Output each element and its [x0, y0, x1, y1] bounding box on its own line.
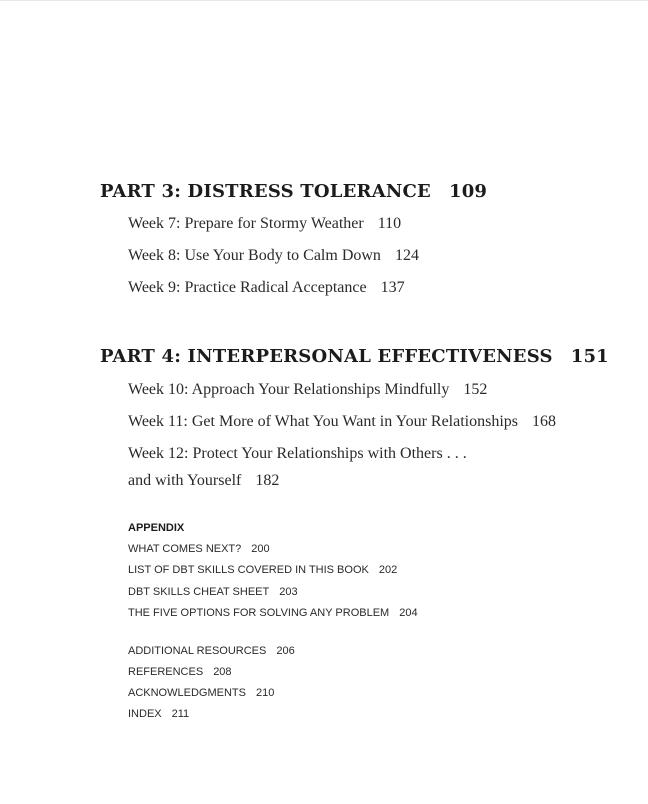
backmatter-item-index[interactable] — [128, 708, 189, 720]
item-label: THE FIVE OPTIONS FOR SOLVING ANY PROBLEM — [128, 607, 390, 619]
part3-heading[interactable] — [100, 181, 487, 202]
toc-entry-week11[interactable] — [128, 413, 556, 431]
backmatter-item-acknowledgments[interactable] — [128, 687, 274, 699]
item-page: 210 — [255, 687, 275, 699]
toc-entry-week12[interactable] — [128, 445, 467, 463]
appendix-item-dbt-skills-list[interactable] — [128, 564, 397, 576]
entry-page: 168 — [532, 413, 556, 430]
item-page: 202 — [378, 564, 398, 576]
part4-heading[interactable] — [100, 346, 609, 367]
item-label: DBT SKILLS CHEAT SHEET — [128, 586, 270, 598]
backmatter-item-additional-resources[interactable] — [128, 645, 295, 657]
entry-label: Week 8: Use Your Body to Calm Down — [128, 247, 381, 264]
top-divider — [0, 0, 648, 1]
entry-label: Week 11: Get More of What You Want in Your Relationships — [128, 413, 518, 430]
item-page: 211 — [171, 708, 190, 720]
item-label: INDEX — [128, 708, 162, 720]
entry-page: 124 — [394, 247, 419, 264]
appendix-item-what-comes-next[interactable] — [128, 543, 270, 555]
part4-page: 151 — [570, 346, 609, 367]
item-page: 208 — [213, 666, 232, 678]
entry-label: Week 12: Protect Your Relationships with Others . . . — [128, 445, 467, 462]
item-page: 206 — [276, 645, 295, 657]
item-label: ACKNOWLEDGMENTS — [128, 687, 246, 699]
entry-label-continued: and with Yourself — [128, 472, 242, 489]
part3-title: PART 3: DISTRESS TOLERANCE — [100, 181, 431, 202]
entry-label: Week 10: Approach Your Relationships Mindfully — [128, 381, 450, 398]
item-label: ADDITIONAL RESOURCES — [128, 645, 267, 657]
part4-title: PART 4: INTERPERSONAL EFFECTIVENESS — [100, 346, 553, 367]
entry-label: Week 9: Practice Radical Acceptance — [128, 279, 367, 296]
entry-page: 182 — [255, 472, 280, 489]
item-page: 204 — [399, 607, 418, 619]
entry-page: 137 — [380, 279, 405, 296]
backmatter-item-references[interactable] — [128, 666, 232, 678]
toc-entry-week9[interactable] — [128, 279, 405, 297]
toc-entry-week12-cont[interactable] — [128, 472, 279, 490]
appendix-item-cheat-sheet[interactable] — [128, 586, 298, 598]
entry-page: 110 — [377, 215, 402, 232]
toc-entry-week7[interactable] — [128, 215, 401, 233]
item-page: 200 — [251, 543, 270, 555]
toc-entry-week10[interactable] — [128, 381, 487, 399]
item-label: REFERENCES — [128, 666, 204, 678]
item-page: 203 — [279, 586, 298, 598]
item-label: LIST OF DBT SKILLS COVERED IN THIS BOOK — [128, 564, 369, 576]
entry-label: Week 7: Prepare for Stormy Weather — [128, 215, 364, 232]
appendix-heading: APPENDIX — [128, 522, 185, 534]
toc-entry-week8[interactable] — [128, 247, 419, 265]
entry-page: 152 — [463, 381, 488, 398]
part3-page: 109 — [448, 181, 488, 202]
appendix-item-five-options[interactable] — [128, 607, 418, 619]
item-label: WHAT COMES NEXT? — [128, 543, 242, 555]
